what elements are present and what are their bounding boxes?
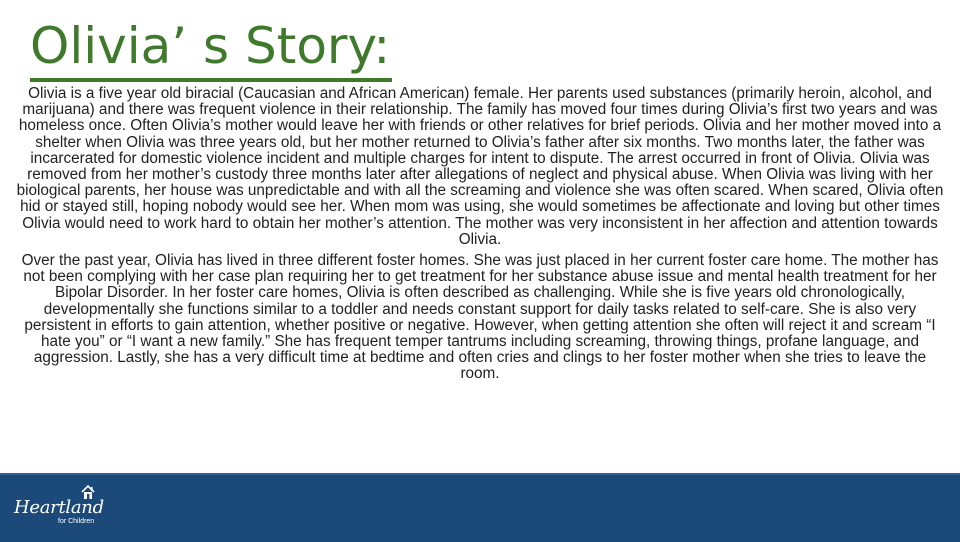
story-body bbox=[14, 86, 946, 388]
logo-subtext: for Children bbox=[58, 518, 95, 525]
slide-title: Olivia’ s Story: bbox=[30, 14, 392, 82]
footer-bar bbox=[0, 473, 960, 542]
logo-wordmark: Heartland bbox=[14, 497, 104, 518]
story-paragraph: Olivia is a five year old biracial (Caucasian and African American) female. Her parents used substances (primarily heroin, alcohol, and marijuana) and there was frequent violence in their relationship. The family has moved four times during Olivia’s first two years and was homeless once. Often Olivia’s mother would leave her with friends or other relatives for brief periods. Olivia and her mother moved into a shelter when Olivia was three years old, but her mother returned to Olivia’s father after six months. Two months later, the father was incarcerated for domestic violence incident and multiple charges for intent to dispute. The arrest occurred in front of Olivia. Olivia was removed from her mother’s custody three months later after allegations of neglect and physical abuse. When Olivia was living with her biological parents, her house was unpredictable and with all the screaming and violence she was often scared. When scared, Olivia often hid or stayed still, hoping nobody would see her. When mom was using, she would sometimes be affectionate and loving but other times Olivia would need to work hard to obtain her mother’s attention. The mother was very inconsistent in her affection and attention towards Olivia. bbox=[16, 85, 944, 248]
story-paragraph: Over the past year, Olivia has lived in three different foster homes. She was just placed in her current foster care home. The mother has not been complying with her case plan requiring her to get treatment for her substance abuse issue and mental health treatment for her Bipolar Disorder. In her foster care homes, Olivia is often described as challenging. While she is five years old chronologically, developmentally she functions similar to a toddler and needs constant support for daily tasks related to self-care. She is also very persistent in efforts to gain attention, whether positive or negative. However, when getting attention she often will reject it and scream “I hate you” or “I want a new family.” She has frequent temper tantrums including screaming, throwing things, profane language, and aggression. Lastly, she has a very difficult time at bedtime and often cries and clings to her foster mother when she tries to leave the room. bbox=[21, 252, 939, 383]
heartland-logo bbox=[14, 484, 104, 530]
